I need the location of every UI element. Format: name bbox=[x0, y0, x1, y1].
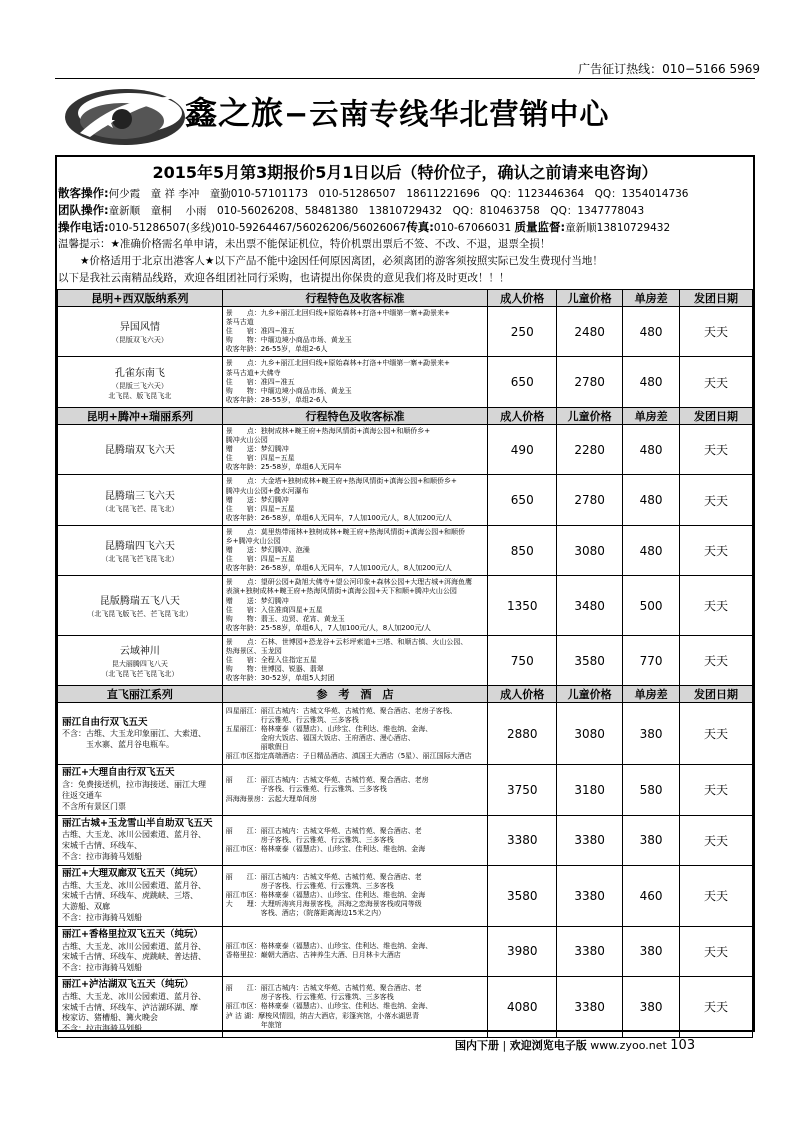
route-description: 景 点：大金塔+独树成林+畹王府+热海风情街+滇海公园+和顺侨乡+ 腾冲火山公园+叠水河瀑布 赠 送：梦幻腾冲 住 宿：四星−五星 收客年龄：26-58岁，单组6人无同车，7人加100元/人，8人加200元/人 bbox=[222, 475, 488, 525]
single-supplement: 480 bbox=[623, 424, 680, 474]
table-row bbox=[58, 865, 753, 926]
route-inclusions: 含：免费接送机，拉市海接送、丽江大理 往返交通车 不含所有景区门票 bbox=[62, 780, 206, 811]
single-supplement: 770 bbox=[623, 635, 680, 685]
departure-date: 天天 bbox=[680, 815, 753, 865]
table-row bbox=[58, 765, 753, 815]
route-name: 昆腾瑞四飞六天 bbox=[104, 541, 175, 553]
departure-date: 天天 bbox=[680, 576, 753, 636]
route-name-cell bbox=[58, 576, 223, 636]
route-name-cell bbox=[58, 525, 223, 575]
adult-price: 490 bbox=[488, 424, 557, 474]
brand-name: 鑫之旅 bbox=[185, 94, 285, 132]
child-price: 3380 bbox=[557, 865, 623, 926]
single-supplement: 380 bbox=[623, 703, 680, 765]
table-row bbox=[58, 976, 753, 1037]
section-title: 昆明+西双版纳系列 bbox=[58, 290, 223, 307]
adult-price: 750 bbox=[488, 635, 557, 685]
table-row bbox=[58, 475, 753, 525]
column-header: 儿童价格 bbox=[557, 290, 623, 307]
route-name-cell bbox=[58, 424, 223, 474]
column-header: 儿童价格 bbox=[557, 686, 623, 703]
departure-date: 天天 bbox=[680, 765, 753, 815]
route-name: 异国风情 bbox=[119, 322, 160, 334]
route-inclusions: 古维、大玉龙、冰川公园索道、蓝月谷、 宋城千古情、环线车、虎跳峡、三塔、 大游船、双廊 不含：拉市海骑马划船 bbox=[62, 880, 206, 922]
route-name: 云域神川 bbox=[119, 646, 160, 658]
adult-price: 850 bbox=[488, 525, 557, 575]
route-name: 丽江+香格里拉双飞五天（纯玩） bbox=[62, 928, 203, 940]
single-supplement: 500 bbox=[623, 576, 680, 636]
page-number: 103 bbox=[670, 1038, 696, 1053]
table-row bbox=[58, 815, 753, 865]
route-description: 景 点：望研公园+勐旭大佛寺+望公河印象+森林公园+大理古城+洱海鱼鹰 表演+独树成林+畹王府+热海风情街+滇海公园+天下和顺+腾冲火山公园 赠 送：梦幻腾冲 住 宿：入住准商四星+五星 购 物：翡玉、边贸、花宵、黄龙玉 收客年龄：25-58岁，单组6人，7人加100元/人，8人加200元/人 bbox=[222, 576, 488, 636]
departure-date: 天天 bbox=[680, 307, 753, 357]
adult-price: 2880 bbox=[488, 703, 557, 765]
route-inclusions: 古维、大玉龙、冰川公园索道、蓝月谷、 宋城千古情、环线车、 不含：拉市海骑马划船 bbox=[62, 830, 206, 861]
info-line-2: 团队操作:童新顺 童桐 小雨 010-56026208、58481380 13810729432 QQ：810463758 QQ：1347778043 bbox=[58, 203, 645, 217]
route-name-cell bbox=[58, 703, 223, 765]
departure-date: 天天 bbox=[680, 976, 753, 1037]
info-line-5: ★价格适用于北京出港客人★以下产品不能中途因任何原因离团，必须离团的游客须按照实际已发生费现付当地！ bbox=[80, 255, 603, 267]
adult-price: 650 bbox=[488, 357, 557, 407]
route-name: 丽江古城+玉龙雪山半自助双飞五天 bbox=[62, 817, 213, 829]
route-description: 丽江市区：格林豪泰（福慧店）、山珍宝、佳利达、维也纳、金海、 香格里拉：巅朝大酒店、古神养生大酒、日月林卡大酒店 bbox=[222, 926, 488, 976]
child-price: 3180 bbox=[557, 765, 623, 815]
brand-subtitle: −云南专线华北营销中心 bbox=[284, 97, 610, 131]
route-name-cell bbox=[58, 475, 223, 525]
route-description: 丽 江：丽江古城内：古城文华苑、古城竹苑、聚合酒店、老 房子客栈、行云雅苑、行云雅筑、三多客栈 丽江市区：格林豪泰（福慧店）、山珍宝、佳利达、维也纳、金海 大 理：大理听涛宾月海景客栈，洱海之恋海景客栈或同等级 客栈、酒店；（院落距离海边15米之内） bbox=[222, 865, 488, 926]
column-header: 发团日期 bbox=[680, 407, 753, 424]
single-supplement: 380 bbox=[623, 815, 680, 865]
child-price: 3380 bbox=[557, 926, 623, 976]
info-line-6: 以下是我社云南精品线路，欢迎各组团社同行采购，也请提出你保贵的意见我们将及时更改！！！ bbox=[58, 272, 510, 284]
departure-date: 天天 bbox=[680, 926, 753, 976]
route-name-cell bbox=[58, 635, 223, 685]
route-name: 昆腾瑞三飞六天 bbox=[104, 490, 175, 502]
route-name-cell bbox=[58, 307, 223, 357]
price-table bbox=[57, 289, 753, 1038]
table-row bbox=[58, 424, 753, 474]
route-sub: （昆版双飞六天） bbox=[111, 336, 168, 345]
adult-price: 3580 bbox=[488, 865, 557, 926]
adult-price: 3750 bbox=[488, 765, 557, 815]
section-header-row bbox=[58, 290, 753, 307]
route-name: 丽江自由行双飞五天 bbox=[62, 716, 148, 728]
route-inclusions: 古维、大玉龙、冰川公园索道、蓝月谷、 宋城千古情、环线车、泸沽湖环湖、摩 梭家访、猪槽船、篝火晚会 不含：拉市海骑马划船 bbox=[62, 991, 206, 1034]
section-title: 昆明+腾冲+瑞丽系列 bbox=[58, 407, 223, 424]
route-inclusions: 古维、大玉龙、冰川公园索道、蓝月谷、 宋城千古情、环线车、虎跳峡、普达措、 不含：拉市海骑马划船 bbox=[62, 941, 206, 973]
route-description: 丽 江：丽江古城内：古城文华苑、古城竹苑、聚合酒店、老 房子客栈、行云雅苑、行云雅筑、三多客栈 丽江市区：格林豪泰（福慧店）、山珍宝、佳利达、维也纳、金海、 泸 沽 湖：摩梭风情园，纳吉大酒店，彩篷宾馆，小落水湖思青 年旅馆 bbox=[222, 976, 488, 1037]
child-price: 2280 bbox=[557, 424, 623, 474]
column-header: 成人价格 bbox=[488, 290, 557, 307]
route-description: 景 点：石林、世博园+恐龙谷+云杉坪索道+三塔、和顺古镇、火山公园、 热海景区、玉龙园 住 宿：全程入住指定五星 购 物：世博园、锐器、翡翠 收客年龄：30-52岁，单组5人封团 bbox=[222, 635, 488, 685]
section-header-row bbox=[58, 686, 753, 703]
route-sub: （北飞昆飞芒、昆飞北） bbox=[101, 504, 179, 513]
route-name-cell bbox=[58, 815, 223, 865]
table-row bbox=[58, 703, 753, 765]
route-description: 丽 江：丽江古城内：古城文华苑、古城竹苑、聚合酒店、老 房子客栈、行云雅苑、行云雅筑、三多客栈 丽江市区：格林豪泰（福慧店）、山珍宝、佳利达、维也纳、金海 bbox=[222, 815, 488, 865]
route-description: 丽 江：丽江古城内：古城文华苑、古城竹苑、聚合酒店、老房 子客栈、行云雅苑、行云雅筑、三多客栈 洱海海景房：云起大理单间房 bbox=[222, 765, 488, 815]
route-name: 丽江+大理自由行双飞五天 bbox=[62, 767, 175, 779]
brand-title bbox=[185, 88, 609, 134]
route-sub: （北飞昆飞芒飞昆飞北） bbox=[101, 555, 179, 564]
child-price: 3480 bbox=[557, 576, 623, 636]
single-supplement: 480 bbox=[623, 525, 680, 575]
single-supplement: 460 bbox=[623, 865, 680, 926]
departure-date: 天天 bbox=[680, 475, 753, 525]
column-header: 成人价格 bbox=[488, 686, 557, 703]
route-name-cell bbox=[58, 976, 223, 1037]
table-row bbox=[58, 576, 753, 636]
page-heading: 2015年5月第3期报价5月1日以后（特价位子，确认之前请来电咨询） bbox=[152, 163, 658, 182]
route-name-cell bbox=[58, 357, 223, 407]
divider bbox=[55, 78, 755, 79]
child-price: 3380 bbox=[557, 815, 623, 865]
route-description: 景 点：莫里热带雨林+独树成林+畹王府+热海风情街+滇海公园+和顺侨 乡+腾冲火山公园 赠 送：梦幻腾冲、泡澡 住 宿：四星−五星 收客年龄：26-58岁，单组6人无同车，7人加100元/人，8人加200元/人 bbox=[222, 525, 488, 575]
child-price: 2480 bbox=[557, 307, 623, 357]
column-header: 儿童价格 bbox=[557, 407, 623, 424]
adult-price: 3380 bbox=[488, 815, 557, 865]
route-name: 昆版腾瑞五飞八天 bbox=[99, 596, 180, 608]
route-inclusions: 不含：古维、大玉龙印象丽江、大索道、 玉水寨、蓝月谷电瓶车。 bbox=[62, 729, 206, 750]
section-title: 直飞丽江系列 bbox=[58, 686, 223, 703]
single-supplement: 580 bbox=[623, 765, 680, 815]
adult-price: 650 bbox=[488, 475, 557, 525]
info-line-1: 散客操作:何少霞 童 祥 李冲 童勤010-57101173 010-51286507 18611221696 QQ：1123446364 QQ：1354014736 bbox=[58, 186, 689, 200]
route-description: 景 点：九乡+丽江北回归线+原始森林+打洛+中缅第一寨+勐景来+ 茶马古道 住 宿：准四−准五 购 物：中缅边境小商品市场、黄龙玉 收客年龄：26-55岁，单组2-6人 bbox=[222, 307, 488, 357]
route-name-cell bbox=[58, 865, 223, 926]
ad-hotline: 广告征订热线：010−5166 5969 bbox=[578, 62, 760, 76]
single-supplement: 380 bbox=[623, 976, 680, 1037]
table-row bbox=[58, 357, 753, 407]
departure-date: 天天 bbox=[680, 525, 753, 575]
departure-date: 天天 bbox=[680, 865, 753, 926]
single-supplement: 480 bbox=[623, 307, 680, 357]
column-header: 发团日期 bbox=[680, 686, 753, 703]
child-price: 3080 bbox=[557, 703, 623, 765]
column-header: 单房差 bbox=[623, 686, 680, 703]
section-header-row bbox=[58, 407, 753, 424]
route-description: 四星丽江：丽江古城内：古城文华苑、古城竹苑、聚合酒店、老房子客栈、 行云雅苑、行云雅筑、三多客栈 五星丽江：格林豪泰（福慧店）、山珍宝、佳利达、维也纳、金海、 金府大饭店、福国大饭店、王府酒店、漫心酒店、 丽歌假日 丽江市区指定高端酒店：子日精品酒店、滇国王大酒店（5星）、丽江国际大酒店 bbox=[222, 703, 488, 765]
single-supplement: 480 bbox=[623, 475, 680, 525]
child-price: 2780 bbox=[557, 475, 623, 525]
table-row bbox=[58, 635, 753, 685]
single-supplement: 380 bbox=[623, 926, 680, 976]
route-description: 景 点：独树成林+畹王府+热海风情街+滇海公园+和顺侨乡+ 腾冲火山公园 赠 送：梦幻腾冲 住 宿：四星−五星 收客年龄：25-58岁，单组6人无同车 bbox=[222, 424, 488, 474]
adult-price: 4080 bbox=[488, 976, 557, 1037]
route-name-cell bbox=[58, 765, 223, 815]
table-row bbox=[58, 525, 753, 575]
page-footer: 国内下册 | 欢迎浏览电子版 www.zyoo.net 103 bbox=[455, 1038, 696, 1053]
column-header: 参 考 酒 店 bbox=[222, 686, 488, 703]
column-header: 行程特色及收客标准 bbox=[222, 290, 488, 307]
route-sub: 昆大丽腾四飞八天 （北飞昆飞芒飞昆飞北） bbox=[101, 660, 179, 679]
route-sub: （昆版三飞六天） 北飞昆、版飞昆飞北 bbox=[108, 381, 172, 400]
table-row bbox=[58, 926, 753, 976]
adult-price: 250 bbox=[488, 307, 557, 357]
table-row bbox=[58, 307, 753, 357]
route-description: 景 点：九乡+丽江北回归线+原始森林+打洛+中缅第一寨+勐景来+ 茶马古道+大佛寺 住 宿：准四−准五 购 物：中缅边境小商品市场、黄龙玉 收客年龄：28-55岁，单组2-6人 bbox=[222, 357, 488, 407]
route-name-cell bbox=[58, 926, 223, 976]
adult-price: 1350 bbox=[488, 576, 557, 636]
departure-date: 天天 bbox=[680, 703, 753, 765]
departure-date: 天天 bbox=[680, 357, 753, 407]
column-header: 行程特色及收客标准 bbox=[222, 407, 488, 424]
info-line-3: 操作电话:010-51286507(多线)010-59264467/56026206/56026067传真:010-67066031 质量监督:童新顺13810729432 bbox=[58, 220, 671, 234]
child-price: 3580 bbox=[557, 635, 623, 685]
column-header: 单房差 bbox=[623, 290, 680, 307]
child-price: 3080 bbox=[557, 525, 623, 575]
departure-date: 天天 bbox=[680, 635, 753, 685]
column-header: 单房差 bbox=[623, 407, 680, 424]
column-header: 成人价格 bbox=[488, 407, 557, 424]
child-price: 3380 bbox=[557, 976, 623, 1037]
company-logo-icon bbox=[60, 85, 190, 150]
column-header: 发团日期 bbox=[680, 290, 753, 307]
departure-date: 天天 bbox=[680, 424, 753, 474]
route-sub: （北飞昆飞版飞芒、芒飞昆飞北） bbox=[87, 610, 193, 619]
adult-price: 3980 bbox=[488, 926, 557, 976]
route-name: 丽江+大理双廊双飞五天（纯玩） bbox=[62, 867, 203, 879]
route-name: 昆腾瑞双飞六天 bbox=[104, 445, 175, 457]
single-supplement: 480 bbox=[623, 357, 680, 407]
route-name: 丽江+泸沽湖双飞五天（纯玩） bbox=[62, 978, 194, 990]
route-name: 孔雀东南飞 bbox=[114, 367, 165, 379]
info-line-4: 温馨提示：★准确价格需名单申请，未出票不能保证机位，特价机票出票后不签、不改、不退，退票全损！ bbox=[58, 238, 551, 250]
child-price: 2780 bbox=[557, 357, 623, 407]
